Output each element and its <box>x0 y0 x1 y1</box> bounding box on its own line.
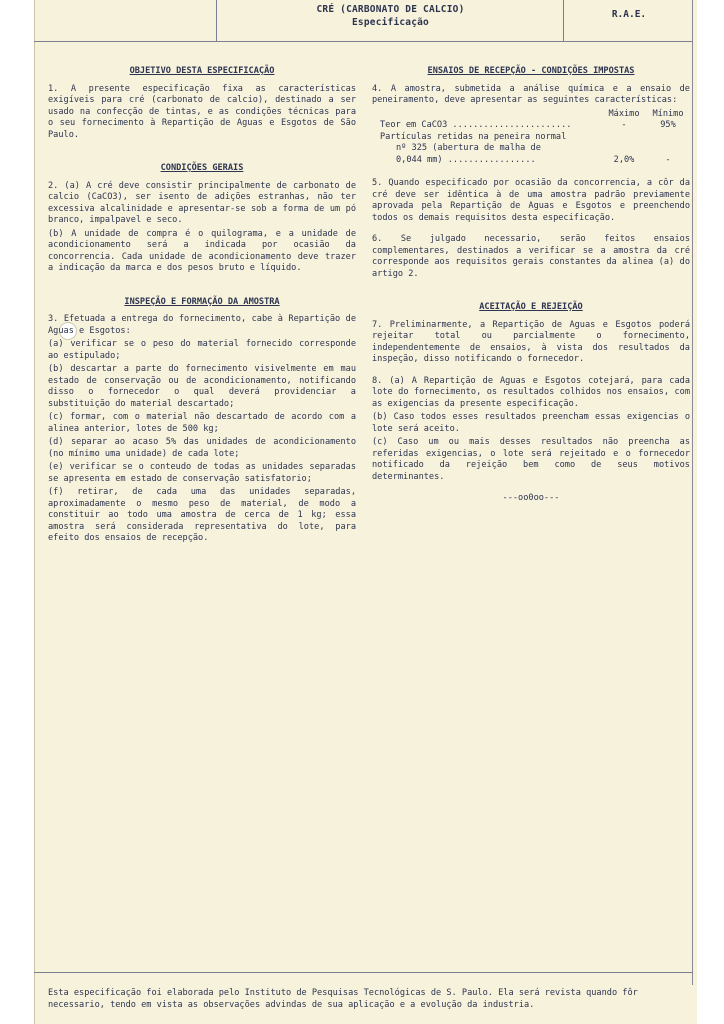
general-conditions-heading: CONDIÇÕES GERAIS <box>160 163 244 173</box>
title-sub: Especificação <box>352 17 429 28</box>
paragraph-2a: 2. (a) A cré deve consistir principalmente de carbonato de calcio (CaCO3), ser isento de adições estranhas, não ter excessiva alcalinidade e apresentar-se sob a forma de um pó branco, impalpavel e seco. <box>48 180 356 225</box>
row-min-caco3: 95% <box>660 120 676 130</box>
row-label-particles: Partículas retidas na peneira normal <box>380 131 567 142</box>
row-max-particles: 2,0% <box>613 154 635 165</box>
header-divider-right <box>563 0 564 41</box>
paragraph-3c: (c) formar, com o material não descartado de acordo com a alinea anterior, lotes de 500 kg; <box>48 412 356 434</box>
row-min-particles: - <box>665 154 671 165</box>
paragraph-6: 6. Se julgado necessario, serão feitos ensaios complementares, destinados a verificar se a amostra da cré corresponde aos requisitos gerais constantes da alinea (a) do artigo 2. <box>372 234 690 279</box>
paragraph-2b: (b) A unidade de compra é o quilograma, e a unidade de acondicionamento será a indicada por ocasião da concorrencia. Cada unidade de acondicionamento deve trazer a indicação da marca e dos pesos bruto e líquido. <box>48 228 356 273</box>
row-label-caco3: Teor em CaCO3 ....................... <box>380 120 572 130</box>
document-title <box>218 3 563 29</box>
end-mark: ---oo0oo--- <box>502 493 560 503</box>
paragraph-3b: (b) descartar a parte do fornecimento visivelmente em mau estado de conservação ou de acondicionamento, notificando disso o fornecedor o qual deverá providenciar a substituição do material descartado; <box>48 364 356 409</box>
inspection-heading: INSPEÇÃO E FORMAÇÃO DA AMOSTRA <box>124 296 280 307</box>
paragraph-1: 1. A presente especificação fixa as características exigíveis para cré (carbonato de calcio), destinado a ser usado na confecção de tintas, e as condições técnicas para o seu fornecimento à Repartição de Aguas e Esgotos de São Paulo. <box>48 83 356 140</box>
paragraph-7: 7. Preliminarmente, a Repartição de Aguas e Esgotos poderá rejeitar total ou parcialmente o fornecimento, independentemente de ensaios, à vista dos resultados da inspeção, disso notificando o fornecedor. <box>372 319 690 364</box>
paragraph-3e: (e) verificar se o conteudo de todas as unidades separadas se apresenta em estado de conservação satisfatorio; <box>48 462 356 484</box>
row-label-aperture: 0,044 mm) ................. <box>396 154 536 165</box>
header-rule <box>34 41 693 42</box>
paragraph-3: 3. Efetuada a entrega do fornecimento, cabe à Repartição de Aguas e Esgotos: <box>48 314 356 336</box>
table-row <box>372 132 690 144</box>
table-row <box>372 155 690 167</box>
table-header-row <box>372 109 690 121</box>
reception-tests-heading: ENSAIOS DE RECEPÇÃO - CONDIÇÕES IMPOSTAS <box>427 66 635 76</box>
objective-heading: OBJETIVO DESTA ESPECIFICAÇÃO <box>129 66 275 76</box>
right-column <box>372 66 690 505</box>
paragraph-5: 5. Quando especificado por ocasião da concorrencia, a côr da cré deve ser idêntica à de uma amostra padrão previamente aprovada pela Repartição de Aguas e Esgotos e preenchendo todos os demais requisitos desta especificação. <box>372 178 690 223</box>
header-divider-left <box>216 0 217 41</box>
document-code: R.A.E. <box>611 9 647 20</box>
characteristics-table <box>372 109 690 167</box>
max-column-header: Máximo <box>608 108 640 119</box>
paragraph-3f: (f) retirar, de cada uma das unidades separadas, aproximadamente o mesmo peso de material, de modo a constituir ao todo uma amostra de cerca de 1 kg; essa amostra será considerada representativa do lote, para efeito dos ensaios de recepção. <box>48 487 356 543</box>
footer-note: Esta especificação foi elaborada pelo Instituto de Pesquisas Tecnológicas de S. Paulo. Ela será revista quando fôr necessario, tendo em vista as observações advindas de sua aplicação e a evolução da industria. <box>48 988 638 1010</box>
acceptance-heading: ACEITAÇÃO E REJEIÇÃO <box>479 302 583 312</box>
paragraph-3a: (a) verificar se o peso do material fornecido corresponde ao estipulado; <box>48 339 356 361</box>
paragraph-3d: (d) separar ao acaso 5% das unidades de acondicionamento (no mínimo uma unidade) de cada lote; <box>48 437 356 459</box>
paragraph-8a: 8. (a) A Repartição de Aguas e Esgotos cotejará, para cada lote do fornecimento, os resultados colhidos nos ensaios, com as exigencias da presente especificação. <box>372 375 690 409</box>
right-margin-rule <box>692 0 693 985</box>
table-row <box>372 120 690 132</box>
left-column <box>48 66 356 555</box>
footer-rule <box>34 972 693 973</box>
paragraph-8b: (b) Caso todos esses resultados preencham essas exigencias o lote será aceito. <box>372 412 690 434</box>
table-row <box>372 143 690 155</box>
title-main: CRÉ (CARBONATO DE CALCIO) <box>316 4 465 15</box>
paragraph-8c: (c) Caso um ou mais desses resultados não preencha as referidas exigencias, o lote será rejeitado e o fornecedor notificado da rejeição bem como de seus motivos determinantes. <box>372 437 690 482</box>
min-column-header: Mínimo <box>652 108 684 119</box>
paragraph-4: 4. A amostra, submetida a análise química e a ensaio de peneiramento, deve apresentar as seguintes características: <box>372 83 690 105</box>
row-label-sieve: nº 325 (abertura de malha de <box>396 143 541 153</box>
row-max-caco3: - <box>621 120 627 130</box>
